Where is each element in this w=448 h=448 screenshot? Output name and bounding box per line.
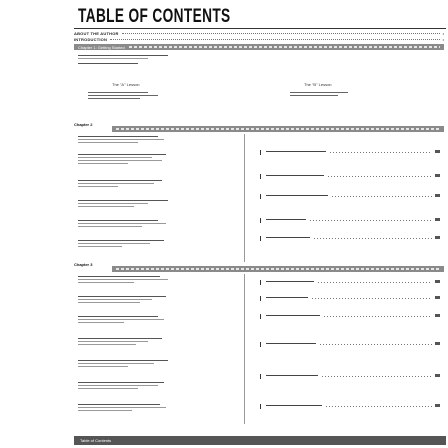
chapter-3-label: Chapter 3 [74, 262, 93, 267]
toc-entry-right[interactable] [260, 148, 444, 157]
lesson-a-label: The "A" Lesson [112, 82, 140, 87]
toc-row-introduction[interactable] [74, 36, 444, 42]
toc-entry[interactable] [78, 134, 174, 145]
toc-entry-right[interactable] [260, 192, 444, 201]
toc-entry-right[interactable] [260, 312, 444, 321]
toc-entry[interactable] [78, 178, 174, 189]
toc-entry[interactable] [78, 314, 174, 325]
toc-entry[interactable] [78, 152, 174, 166]
page-number-mark: • [442, 36, 444, 42]
toc-entry-right[interactable] [260, 294, 444, 303]
toc-entry[interactable] [78, 238, 174, 249]
toc-entry[interactable] [78, 61, 174, 66]
chapter-2-bar[interactable] [112, 126, 444, 132]
toc-entry[interactable] [78, 53, 174, 61]
page-title: TABLE OF CONTENTS [78, 6, 231, 27]
chapter-1-bar[interactable] [74, 44, 444, 50]
leader-dots [110, 38, 440, 40]
footer-label: Table of Contents [80, 438, 112, 443]
toc-entry-right[interactable] [260, 340, 444, 349]
footer-bar [74, 436, 446, 445]
toc-entry[interactable] [78, 336, 174, 347]
toc-entry[interactable] [78, 380, 174, 391]
page-number-mark: • [442, 30, 444, 36]
lesson-b-label: The "B" Lesson [304, 82, 332, 87]
chapter-label: Chapter 1: Getting Started [78, 44, 125, 50]
lesson-a-lines [88, 90, 164, 101]
leader-dots [122, 32, 440, 34]
chapter-description-text [116, 268, 440, 270]
toc-entry-right[interactable] [260, 402, 444, 411]
lesson-b-lines [290, 90, 370, 98]
column-divider [244, 134, 245, 262]
chapter-description-text [129, 46, 440, 48]
toc-entry[interactable] [78, 358, 174, 369]
toc-entry[interactable] [78, 402, 174, 413]
toc-entry-right[interactable] [260, 216, 444, 225]
title-underline [74, 28, 446, 29]
toc-entry[interactable] [78, 294, 174, 305]
toc-entry[interactable] [78, 218, 174, 229]
toc-entry-right[interactable] [260, 172, 444, 181]
chapter-3-bar[interactable] [112, 266, 444, 272]
chapter-2-label: Chapter 2 [74, 122, 93, 127]
toc-entry-right[interactable] [260, 278, 444, 287]
toc-row-label: INTRODUCTION [74, 36, 108, 42]
toc-entry-right[interactable] [260, 234, 444, 243]
chapter-description-text [116, 128, 440, 130]
toc-entry[interactable] [78, 274, 174, 285]
toc-row-label: ABOUT THE AUTHOR [74, 30, 119, 36]
column-divider [244, 274, 245, 424]
toc-entry[interactable] [78, 198, 174, 209]
toc-entry-right[interactable] [260, 372, 444, 381]
